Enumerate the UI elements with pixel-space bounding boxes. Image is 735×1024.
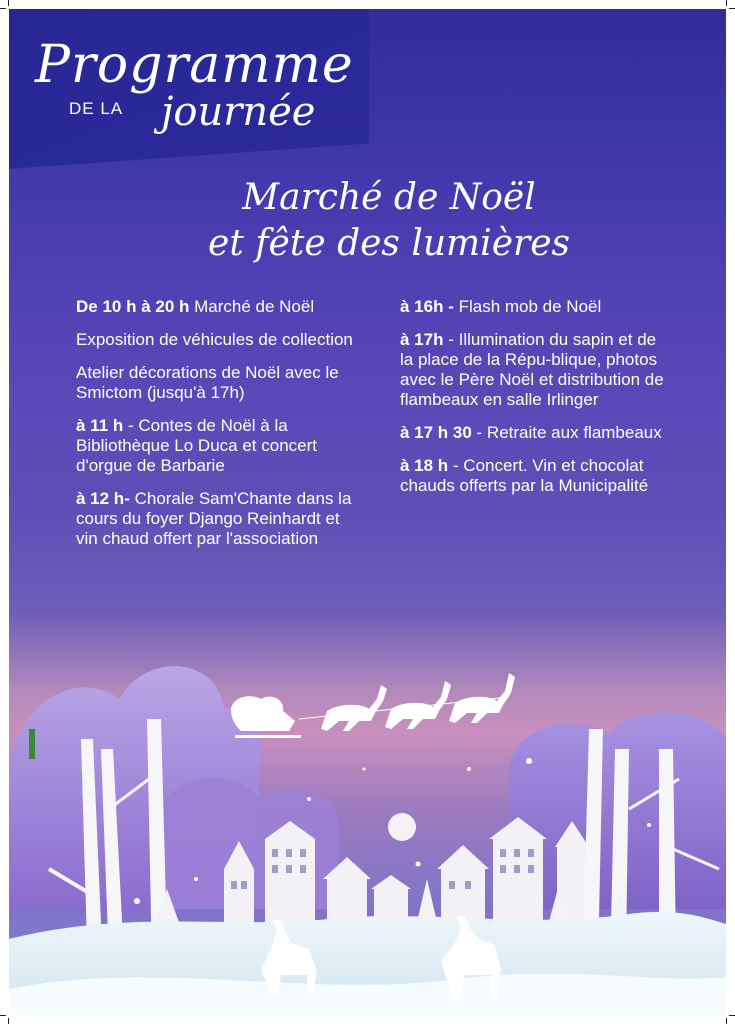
crop-mark-top-right-h: [729, 8, 735, 9]
schedule-time: à 17 h 30: [400, 423, 472, 442]
poster: [9, 9, 726, 1015]
schedule-time: à 16h -: [400, 297, 454, 316]
crop-mark-bottom-right-v: [726, 1018, 727, 1024]
side-green-mark: [29, 729, 35, 759]
schedule-text: - Contes de Noël à la Bibliothèque Lo Duca et concert d'orgue de Barbarie: [76, 416, 317, 475]
schedule-text: - Concert. Vin et chocolat chauds offerts par la Municipalité: [400, 456, 649, 495]
schedule-text: Chorale Sam'Chante dans la cours du foyer Django Reinhardt et vin chaud offert par l'association: [76, 489, 352, 548]
moon: [388, 813, 416, 841]
schedule-text: Flash mob de Noël: [453, 297, 602, 316]
schedule-text: Atelier décorations de Noël avec le Smictom (jusqu'à 17h): [76, 363, 339, 402]
schedule-time: à 17h: [400, 330, 444, 349]
crop-mark-top-right-v: [726, 0, 727, 6]
schedule-time: à 12 h-: [76, 489, 130, 508]
schedule-text: Exposition de véhicules de collection: [76, 330, 353, 349]
crop-mark-bottom-left-v: [8, 1018, 9, 1024]
programme-title: Programme: [35, 35, 354, 95]
schedule-time: De 10 h à 20 h: [76, 297, 190, 316]
schedule-text: - Illumination du sapin et de la place de la Répu-blique, photos avec le Père Noël et distribution de flambeaux en salle Irlinger: [400, 330, 664, 409]
programme-subtitle-script: journée: [161, 89, 316, 135]
schedule-text: - Retraite aux flambeaux: [471, 423, 662, 442]
headline-line-2: et fête des lumières: [208, 223, 570, 264]
winter-village-illustration: [9, 9, 726, 1015]
schedule-text: Marché de Noël: [189, 297, 315, 316]
reindeer-1: [321, 685, 387, 731]
schedule-time: à 18 h: [400, 456, 453, 475]
reindeer-2: [385, 681, 451, 729]
headline-line-1: Marché de Noël: [242, 177, 536, 218]
reindeer-3: [449, 673, 515, 723]
crop-mark-top-left-h: [0, 8, 6, 9]
crop-mark-bottom-left-h: [0, 1015, 6, 1016]
crop-mark-bottom-right-h: [729, 1015, 735, 1016]
schedule-time: à 11 h: [76, 416, 128, 435]
programme-subtitle-small: DE LA: [69, 99, 124, 118]
crop-mark-top-left-v: [8, 0, 9, 6]
